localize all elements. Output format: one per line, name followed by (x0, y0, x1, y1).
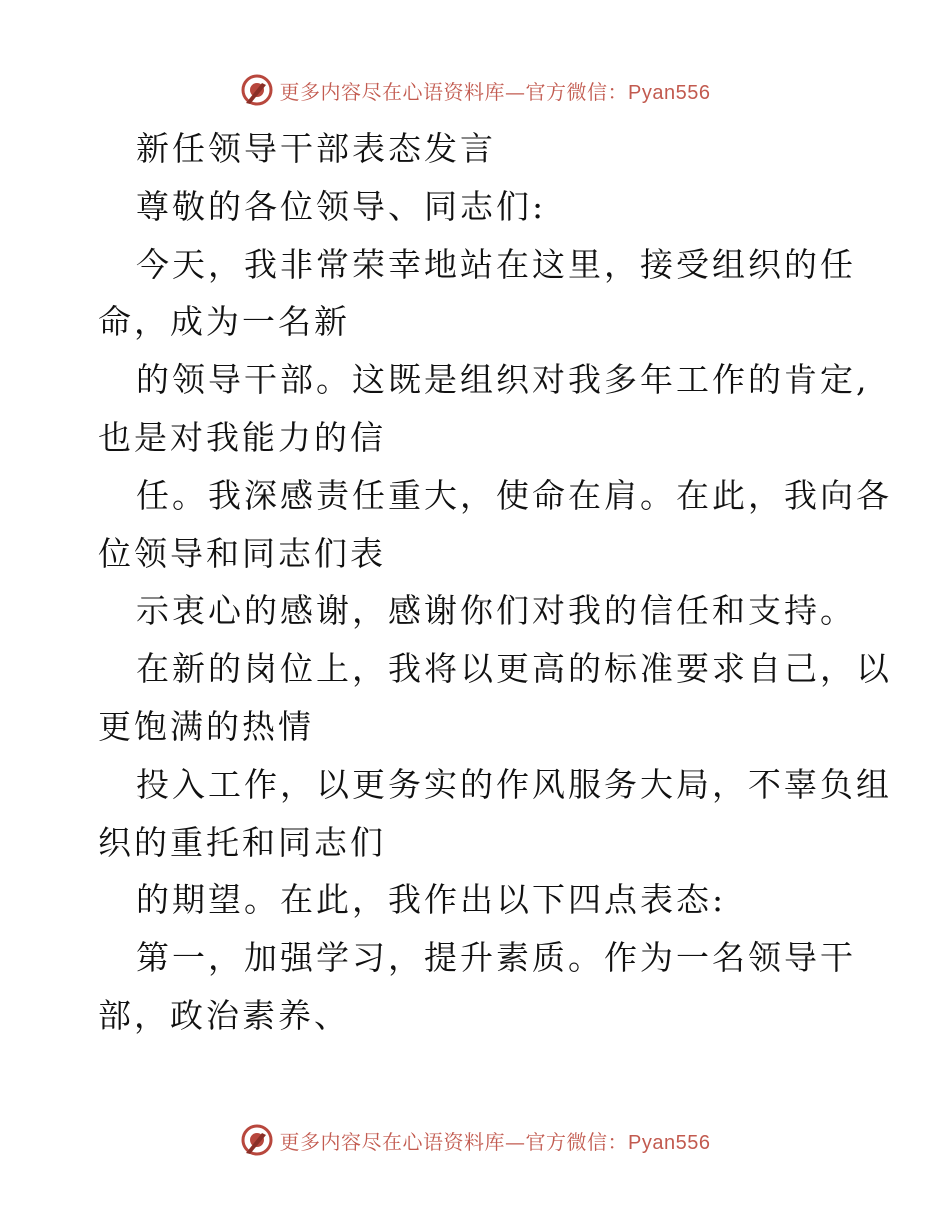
text-line: 织的重托和同志们 (98, 822, 386, 862)
footer-watermark (0, 1120, 950, 1160)
text-line: 命，成为一名新 (98, 302, 350, 342)
document-body (98, 120, 892, 1045)
text-line: 也是对我能力的信 (98, 417, 386, 457)
text-line: 位领导和同志们表 (98, 533, 386, 573)
text-line: 尊敬的各位领导、同志们: (136, 186, 547, 226)
text-line: 任。我深感责任重大，使命在肩。在此，我向各 (136, 475, 892, 515)
watermark-text: 更多内容尽在心语资料库—官方微信：Pyan556 (279, 79, 711, 104)
pen-logo-icon (240, 1123, 274, 1157)
watermark-text: 更多内容尽在心语资料库—官方微信：Pyan556 (279, 1129, 711, 1154)
text-line: 今天，我非常荣幸地站在这里，接受组织的任 (136, 244, 856, 284)
header-watermark (0, 70, 950, 110)
pen-logo-icon (240, 73, 274, 107)
text-line: 部，政治素养、 (98, 995, 350, 1035)
text-line: 的领导干部。这既是组织对我多年工作的肯定, (136, 360, 870, 400)
text-line: 新任领导干部表态发言 (136, 129, 496, 168)
text-line: 投入工作，以更务实的作风服务大局，不辜负组 (136, 764, 892, 804)
text-line: 示衷心的感谢，感谢你们对我的信任和支持。 (136, 591, 856, 631)
text-line: 在新的岗位上，我将以更高的标准要求自己，以 (136, 649, 892, 689)
text-line: 的期望。在此，我作出以下四点表态: (136, 880, 727, 920)
text-line: 第一，加强学习，提升素质。作为一名领导干 (136, 938, 856, 978)
text-line: 更饱满的热情 (98, 706, 314, 746)
